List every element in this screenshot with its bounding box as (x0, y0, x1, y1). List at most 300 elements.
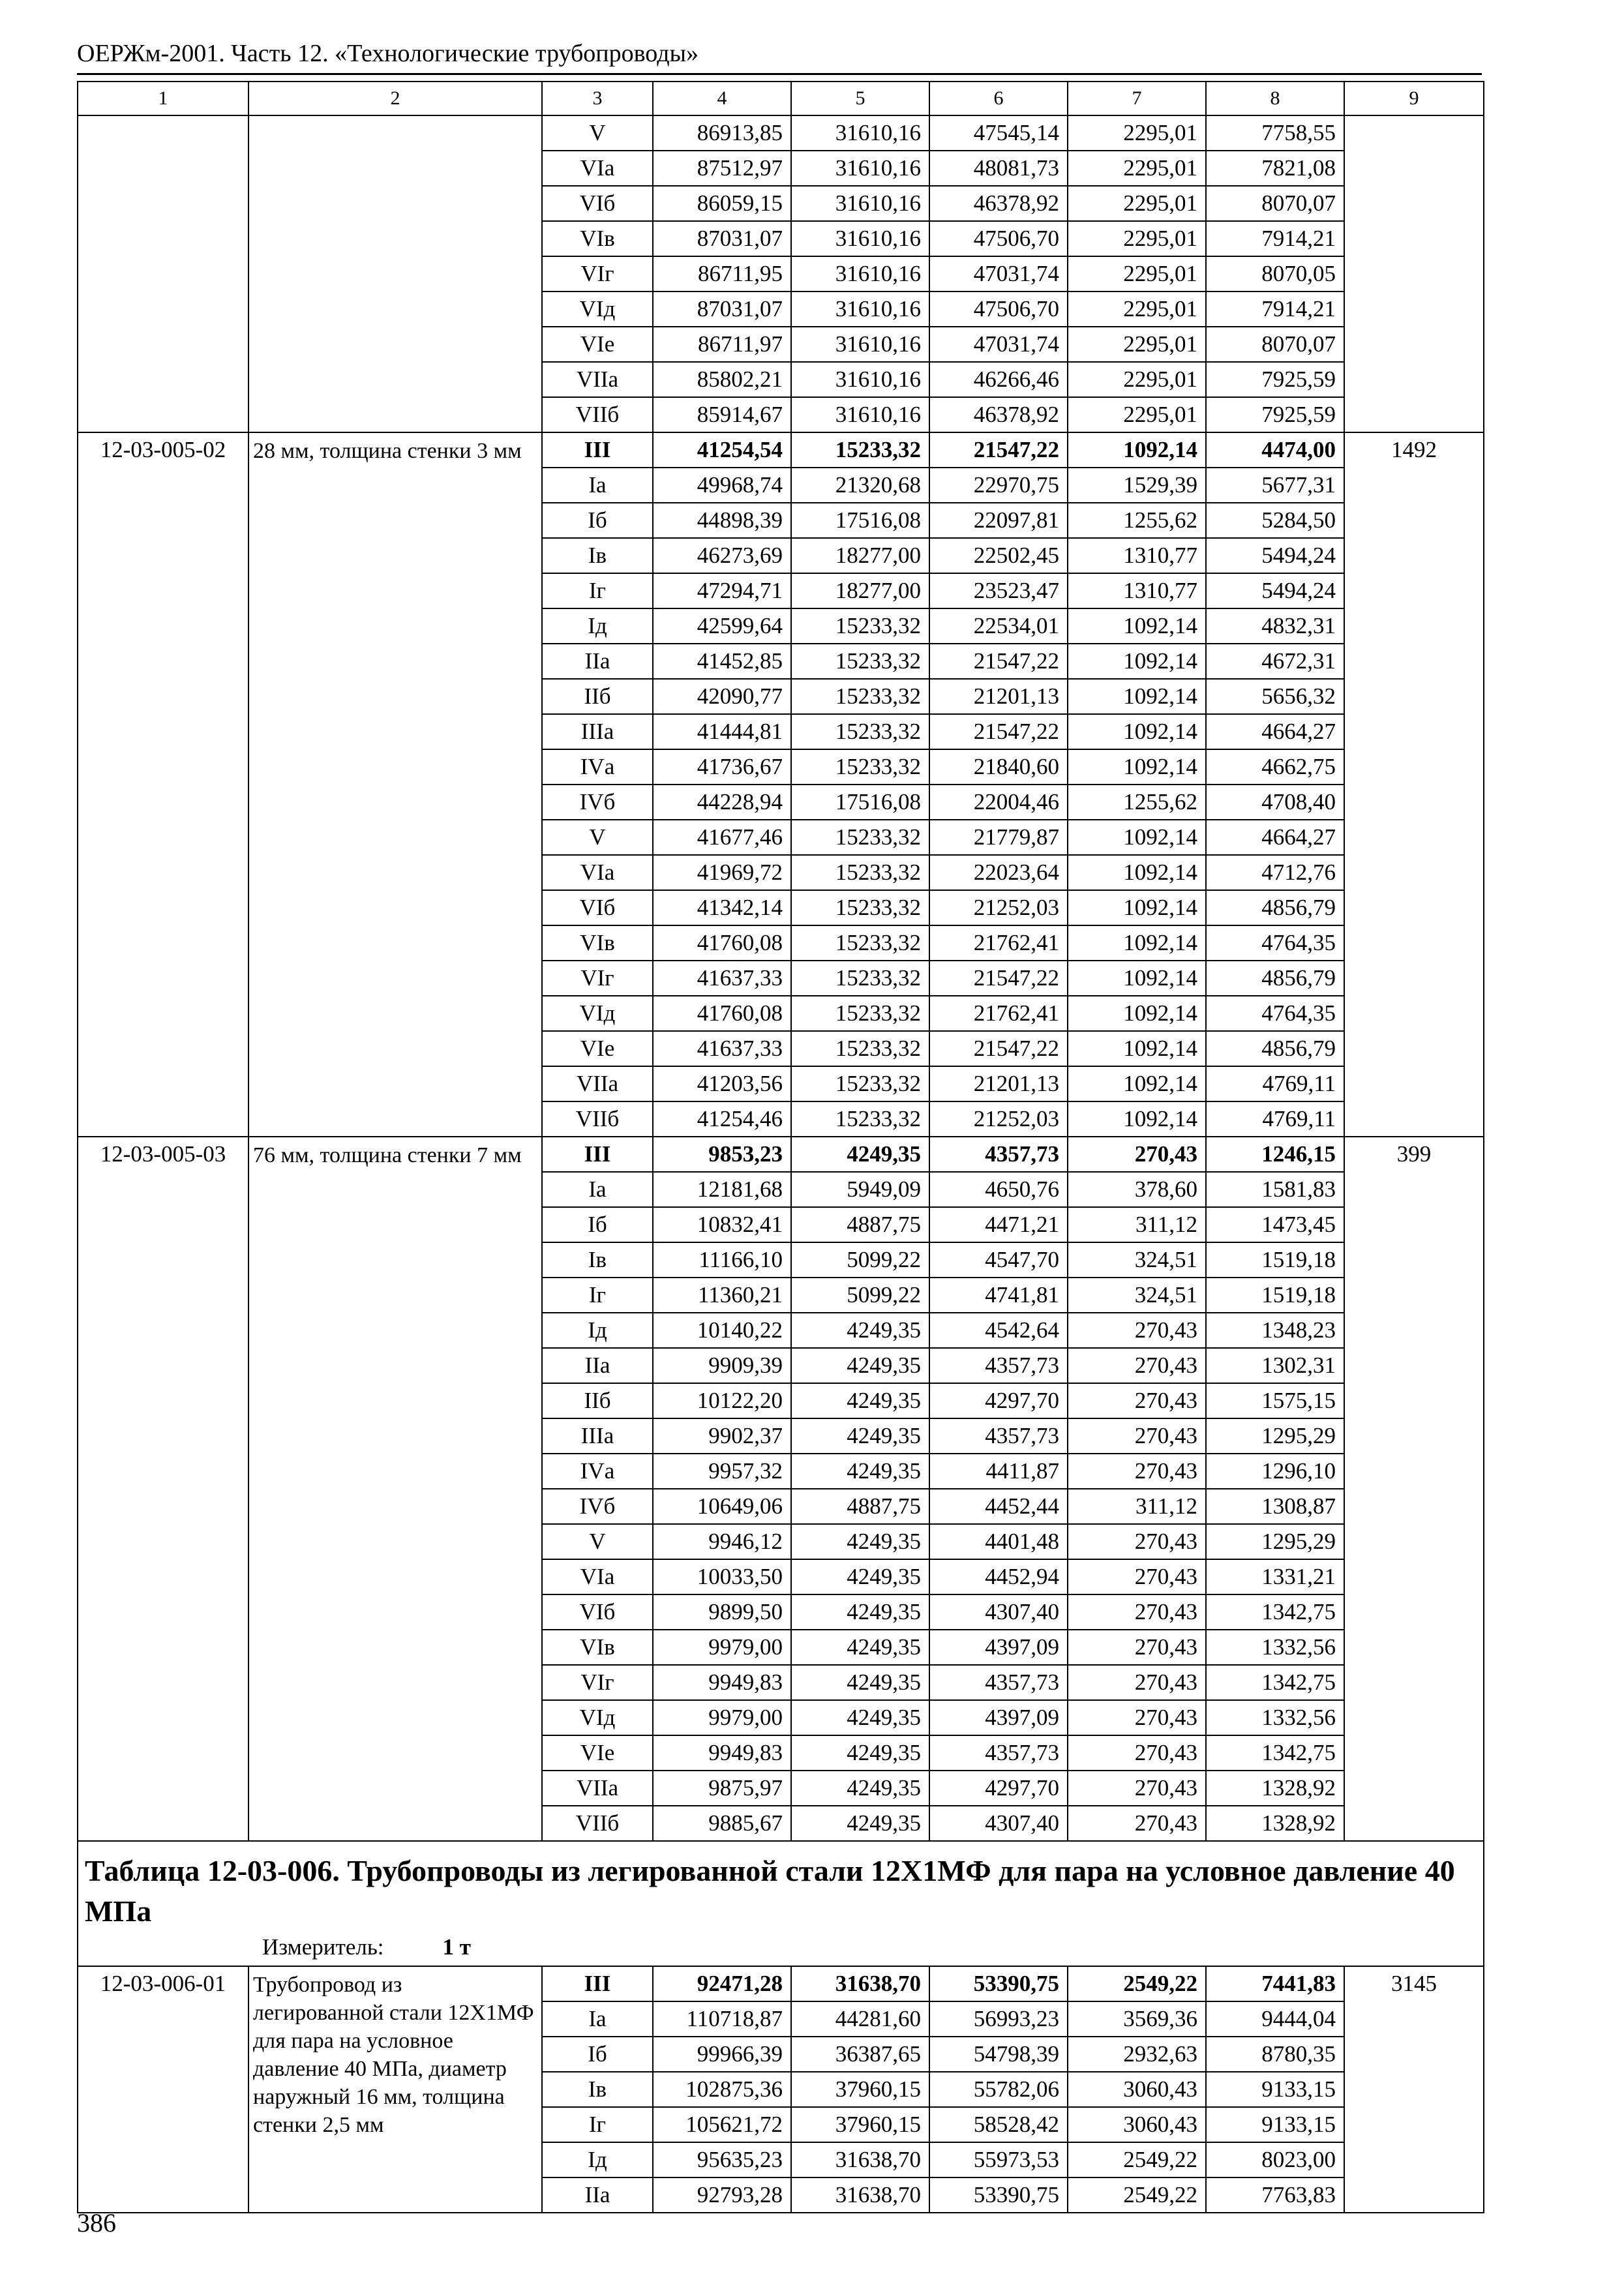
price-value: 9133,15 (1206, 2107, 1344, 2142)
price-value: 4357,73 (929, 1137, 1068, 1172)
price-value: 47294,71 (653, 573, 791, 608)
price-value: 4832,31 (1206, 608, 1344, 644)
region-category: VIв (542, 925, 653, 961)
price-value: 92793,28 (653, 2177, 791, 2213)
price-value: 1092,14 (1068, 644, 1206, 679)
price-value: 270,43 (1068, 1559, 1206, 1594)
region-category: V (542, 1524, 653, 1559)
price-value: 270,43 (1068, 1630, 1206, 1665)
price-value: 105621,72 (653, 2107, 791, 2142)
price-value: 1092,14 (1068, 432, 1206, 468)
price-value: 4547,70 (929, 1242, 1068, 1278)
price-value: 37960,15 (791, 2107, 929, 2142)
table-row (78, 432, 1484, 468)
column-9-value: 399 (1344, 1137, 1484, 1841)
price-value: 4471,21 (929, 1207, 1068, 1242)
price-value: 270,43 (1068, 1806, 1206, 1841)
price-value: 21547,22 (929, 644, 1068, 679)
price-value: 1092,14 (1068, 749, 1206, 785)
measure-label: Измеритель: (262, 1934, 384, 1960)
region-category: Iг (542, 1278, 653, 1313)
price-value: 1092,14 (1068, 961, 1206, 996)
price-value: 2549,22 (1068, 1966, 1206, 2001)
item-code: 12-03-005-03 (78, 1137, 248, 1841)
price-value: 22502,45 (929, 538, 1068, 573)
price-value: 1092,14 (1068, 996, 1206, 1031)
region-category: IIа (542, 2177, 653, 2213)
price-value: 41254,54 (653, 432, 791, 468)
price-value: 4672,31 (1206, 644, 1344, 679)
price-value: 1331,21 (1206, 1559, 1344, 1594)
region-category: VIб (542, 1594, 653, 1630)
price-value: 46378,92 (929, 397, 1068, 432)
column-number-row (78, 82, 1484, 115)
region-category: IIб (542, 1383, 653, 1418)
region-category: VIб (542, 890, 653, 925)
price-value: 9949,83 (653, 1735, 791, 1771)
column-9-value: 1492 (1344, 432, 1484, 1137)
price-value: 86913,85 (653, 115, 791, 151)
price-value: 21201,13 (929, 1066, 1068, 1101)
price-value: 18277,00 (791, 573, 929, 608)
price-value: 46273,69 (653, 538, 791, 573)
price-value: 4307,40 (929, 1594, 1068, 1630)
price-value: 1296,10 (1206, 1454, 1344, 1489)
price-value: 15233,32 (791, 749, 929, 785)
price-value: 5099,22 (791, 1242, 929, 1278)
price-value: 1348,23 (1206, 1313, 1344, 1348)
price-value: 8070,07 (1206, 186, 1344, 221)
price-value: 2295,01 (1068, 362, 1206, 397)
price-value: 5949,09 (791, 1172, 929, 1207)
region-category: Iа (542, 468, 653, 503)
region-category: VIг (542, 961, 653, 996)
price-value: 1342,75 (1206, 1594, 1344, 1630)
measure-unit: 1 т (442, 1934, 471, 1960)
price-value: 4856,79 (1206, 890, 1344, 925)
price-value: 15233,32 (791, 432, 929, 468)
price-value: 31610,16 (791, 292, 929, 327)
price-value: 9957,32 (653, 1454, 791, 1489)
price-value: 1529,39 (1068, 468, 1206, 503)
price-value: 44228,94 (653, 785, 791, 820)
price-value: 324,51 (1068, 1278, 1206, 1313)
price-value: 4297,70 (929, 1383, 1068, 1418)
table-row (78, 1137, 1484, 1172)
price-value: 53390,75 (929, 2177, 1068, 2213)
price-value: 47031,74 (929, 256, 1068, 292)
price-value: 1519,18 (1206, 1278, 1344, 1313)
column-number: 5 (791, 82, 929, 115)
item-description: 76 мм, толщина стенки 7 мм (248, 1137, 542, 1841)
price-value: 18277,00 (791, 538, 929, 573)
region-category: VIIа (542, 1771, 653, 1806)
price-value: 4249,35 (791, 1524, 929, 1559)
section-cell (78, 1841, 1484, 1966)
price-value: 4887,75 (791, 1207, 929, 1242)
price-value: 10033,50 (653, 1559, 791, 1594)
price-value: 4397,09 (929, 1630, 1068, 1665)
column-number: 1 (78, 82, 248, 115)
region-category: Iг (542, 573, 653, 608)
price-value: 1092,14 (1068, 1031, 1206, 1066)
price-value: 95635,23 (653, 2142, 791, 2177)
price-value: 21762,41 (929, 925, 1068, 961)
price-value: 85802,21 (653, 362, 791, 397)
price-value: 4764,35 (1206, 996, 1344, 1031)
region-category: VIд (542, 1700, 653, 1735)
region-category: IIб (542, 679, 653, 714)
price-value: 87512,97 (653, 151, 791, 186)
region-category: VIе (542, 1735, 653, 1771)
price-value: 15233,32 (791, 1031, 929, 1066)
price-value: 4307,40 (929, 1806, 1068, 1841)
price-value: 48081,73 (929, 151, 1068, 186)
price-value: 23523,47 (929, 573, 1068, 608)
price-value: 270,43 (1068, 1383, 1206, 1418)
price-value: 2295,01 (1068, 327, 1206, 362)
price-value: 9899,50 (653, 1594, 791, 1630)
price-value: 41342,14 (653, 890, 791, 925)
price-value: 4474,00 (1206, 432, 1344, 468)
region-category: IVа (542, 749, 653, 785)
price-value: 4856,79 (1206, 961, 1344, 996)
price-value: 49968,74 (653, 468, 791, 503)
price-value: 15233,32 (791, 714, 929, 749)
price-value: 86059,15 (653, 186, 791, 221)
price-value: 9444,04 (1206, 2001, 1344, 2037)
price-value: 7914,21 (1206, 292, 1344, 327)
price-value: 53390,75 (929, 1966, 1068, 2001)
price-value: 1092,14 (1068, 1101, 1206, 1137)
region-category: III (542, 1966, 653, 2001)
price-table (77, 81, 1484, 2213)
section-title: Таблица 12-03-006. Трубопроводы из легированной стали 12Х1МФ для пара на условное давление 40 МПа (85, 1854, 1455, 1928)
price-value: 270,43 (1068, 1524, 1206, 1559)
price-value: 7925,59 (1206, 362, 1344, 397)
price-value: 15233,32 (791, 1066, 929, 1101)
price-value: 41760,08 (653, 925, 791, 961)
price-value: 42599,64 (653, 608, 791, 644)
price-value: 3060,43 (1068, 2107, 1206, 2142)
price-value: 87031,07 (653, 221, 791, 256)
price-value: 10122,20 (653, 1383, 791, 1418)
price-table-container (77, 81, 1483, 2213)
price-value: 15233,32 (791, 925, 929, 961)
price-value: 15233,32 (791, 890, 929, 925)
item-code (78, 115, 248, 432)
price-value: 8780,35 (1206, 2037, 1344, 2072)
price-value: 4769,11 (1206, 1101, 1344, 1137)
price-value: 4411,87 (929, 1454, 1068, 1489)
price-value: 270,43 (1068, 1594, 1206, 1630)
price-value: 31610,16 (791, 221, 929, 256)
price-value: 31610,16 (791, 186, 929, 221)
price-value: 4769,11 (1206, 1066, 1344, 1101)
column-number: 8 (1206, 82, 1344, 115)
region-category: V (542, 820, 653, 855)
price-value: 1295,29 (1206, 1524, 1344, 1559)
price-value: 270,43 (1068, 1700, 1206, 1735)
price-value: 41969,72 (653, 855, 791, 890)
price-value: 1302,31 (1206, 1348, 1344, 1383)
header-rule (77, 73, 1482, 75)
price-value: 22004,46 (929, 785, 1068, 820)
price-value: 31610,16 (791, 115, 929, 151)
region-category: VIе (542, 327, 653, 362)
price-value: 21547,22 (929, 432, 1068, 468)
price-value: 9949,83 (653, 1665, 791, 1700)
column-number: 3 (542, 82, 653, 115)
price-value: 31638,70 (791, 2142, 929, 2177)
column-number: 2 (248, 82, 542, 115)
region-category: VIа (542, 855, 653, 890)
price-value: 42090,77 (653, 679, 791, 714)
region-category: VIIа (542, 362, 653, 397)
region-category: Iв (542, 2072, 653, 2107)
price-value: 21547,22 (929, 961, 1068, 996)
region-category: Iд (542, 1313, 653, 1348)
price-value: 1092,14 (1068, 855, 1206, 890)
region-category: III (542, 1137, 653, 1172)
price-value: 4249,35 (791, 1806, 929, 1841)
price-value: 8070,05 (1206, 256, 1344, 292)
price-value: 378,60 (1068, 1172, 1206, 1207)
price-value: 1575,15 (1206, 1383, 1344, 1418)
region-category: V (542, 115, 653, 151)
price-value: 4249,35 (791, 1700, 929, 1735)
price-value: 9979,00 (653, 1630, 791, 1665)
price-value: 7914,21 (1206, 221, 1344, 256)
price-value: 31610,16 (791, 362, 929, 397)
price-value: 1310,77 (1068, 538, 1206, 573)
price-value: 4357,73 (929, 1418, 1068, 1454)
price-value: 4650,76 (929, 1172, 1068, 1207)
price-value: 5099,22 (791, 1278, 929, 1313)
price-value: 9853,23 (653, 1137, 791, 1172)
region-category: III (542, 432, 653, 468)
price-value: 4357,73 (929, 1348, 1068, 1383)
price-value: 2295,01 (1068, 221, 1206, 256)
price-value: 55782,06 (929, 2072, 1068, 2107)
price-value: 8023,00 (1206, 2142, 1344, 2177)
price-value: 9946,12 (653, 1524, 791, 1559)
price-value: 1295,29 (1206, 1418, 1344, 1454)
region-category: Iд (542, 2142, 653, 2177)
price-value: 3060,43 (1068, 2072, 1206, 2107)
price-value: 4249,35 (791, 1594, 929, 1630)
price-value: 9909,39 (653, 1348, 791, 1383)
price-value: 1328,92 (1206, 1806, 1344, 1841)
price-value: 4708,40 (1206, 785, 1344, 820)
price-value: 1246,15 (1206, 1137, 1344, 1172)
price-value: 270,43 (1068, 1454, 1206, 1489)
price-value: 21252,03 (929, 890, 1068, 925)
price-value: 41203,56 (653, 1066, 791, 1101)
price-value: 324,51 (1068, 1242, 1206, 1278)
price-value: 2549,22 (1068, 2142, 1206, 2177)
price-value: 2295,01 (1068, 151, 1206, 186)
price-value: 9133,15 (1206, 2072, 1344, 2107)
region-category: Iв (542, 538, 653, 573)
price-value: 31610,16 (791, 151, 929, 186)
price-value: 4357,73 (929, 1735, 1068, 1771)
region-category: VIа (542, 1559, 653, 1594)
price-value: 4249,35 (791, 1771, 929, 1806)
price-value: 46378,92 (929, 186, 1068, 221)
price-value: 270,43 (1068, 1313, 1206, 1348)
price-value: 5494,24 (1206, 538, 1344, 573)
price-value: 21547,22 (929, 714, 1068, 749)
price-value: 21779,87 (929, 820, 1068, 855)
price-value: 1092,14 (1068, 714, 1206, 749)
region-category: Iа (542, 2001, 653, 2037)
price-value: 47506,70 (929, 221, 1068, 256)
price-value: 1519,18 (1206, 1242, 1344, 1278)
price-value: 22023,64 (929, 855, 1068, 890)
price-value: 2295,01 (1068, 115, 1206, 151)
price-value: 44281,60 (791, 2001, 929, 2037)
price-value: 9885,67 (653, 1806, 791, 1841)
item-description: Трубопровод из легированной стали 12Х1МФ для пара на условное давление 40 МПа, диаметр наружный 16 мм, толщина стенки 2,5 мм (248, 1966, 542, 2213)
price-value: 41444,81 (653, 714, 791, 749)
price-value: 1342,75 (1206, 1665, 1344, 1700)
price-value: 270,43 (1068, 1418, 1206, 1454)
price-value: 5494,24 (1206, 573, 1344, 608)
price-value: 4887,75 (791, 1489, 929, 1524)
price-value: 2295,01 (1068, 397, 1206, 432)
price-value: 4712,76 (1206, 855, 1344, 890)
region-category: Iв (542, 1242, 653, 1278)
price-value: 99966,39 (653, 2037, 791, 2072)
price-value: 4249,35 (791, 1383, 929, 1418)
price-value: 11360,21 (653, 1278, 791, 1313)
region-category: IIIа (542, 1418, 653, 1454)
region-category: IIа (542, 644, 653, 679)
region-category: VIг (542, 1665, 653, 1700)
price-value: 270,43 (1068, 1665, 1206, 1700)
price-value: 15233,32 (791, 644, 929, 679)
price-value: 22534,01 (929, 608, 1068, 644)
price-value: 44898,39 (653, 503, 791, 538)
column-9-value (1344, 115, 1484, 432)
price-value: 4452,94 (929, 1559, 1068, 1594)
price-value: 41637,33 (653, 961, 791, 996)
price-value: 54798,39 (929, 2037, 1068, 2072)
price-value: 4249,35 (791, 1454, 929, 1489)
price-value: 2932,63 (1068, 2037, 1206, 2072)
item-code: 12-03-005-02 (78, 432, 248, 1137)
price-value: 8070,07 (1206, 327, 1344, 362)
price-value: 3569,36 (1068, 2001, 1206, 2037)
price-value: 9902,37 (653, 1418, 791, 1454)
region-category: VIд (542, 996, 653, 1031)
price-value: 1328,92 (1206, 1771, 1344, 1806)
region-category: VIв (542, 1630, 653, 1665)
price-value: 4542,64 (929, 1313, 1068, 1348)
price-value: 9875,97 (653, 1771, 791, 1806)
region-category: VIIа (542, 1066, 653, 1101)
price-value: 15233,32 (791, 855, 929, 890)
price-value: 47031,74 (929, 327, 1068, 362)
section-row (78, 1841, 1484, 1966)
price-value: 47545,14 (929, 115, 1068, 151)
region-category: IIIа (542, 714, 653, 749)
price-value: 4249,35 (791, 1735, 929, 1771)
price-value: 7758,55 (1206, 115, 1344, 151)
price-value: 21840,60 (929, 749, 1068, 785)
measure-line (85, 1932, 1477, 1966)
region-category: VIе (542, 1031, 653, 1066)
price-value: 15233,32 (791, 961, 929, 996)
price-value: 31638,70 (791, 1966, 929, 2001)
region-category: Iд (542, 608, 653, 644)
region-category: IVб (542, 785, 653, 820)
price-value: 4249,35 (791, 1559, 929, 1594)
price-value: 10649,06 (653, 1489, 791, 1524)
price-value: 21252,03 (929, 1101, 1068, 1137)
column-number: 9 (1344, 82, 1484, 115)
item-code: 12-03-006-01 (78, 1966, 248, 2213)
price-value: 31610,16 (791, 256, 929, 292)
price-value: 4856,79 (1206, 1031, 1344, 1066)
price-value: 12181,68 (653, 1172, 791, 1207)
price-value: 86711,97 (653, 327, 791, 362)
price-value: 2295,01 (1068, 256, 1206, 292)
price-value: 56993,23 (929, 2001, 1068, 2037)
price-value: 1255,62 (1068, 503, 1206, 538)
price-value: 15233,32 (791, 608, 929, 644)
price-value: 58528,42 (929, 2107, 1068, 2142)
table-row (78, 1966, 1484, 2001)
price-value: 10140,22 (653, 1313, 791, 1348)
region-category: Iб (542, 1207, 653, 1242)
price-value: 21762,41 (929, 996, 1068, 1031)
price-value: 270,43 (1068, 1735, 1206, 1771)
price-value: 92471,28 (653, 1966, 791, 2001)
price-value: 2549,22 (1068, 2177, 1206, 2213)
region-category: IIа (542, 1348, 653, 1383)
price-value: 1092,14 (1068, 1066, 1206, 1101)
price-value: 270,43 (1068, 1348, 1206, 1383)
price-value: 2295,01 (1068, 186, 1206, 221)
region-category: Iа (542, 1172, 653, 1207)
item-description: 28 мм, толщина стенки 3 мм (248, 432, 542, 1137)
price-value: 47506,70 (929, 292, 1068, 327)
price-value: 4397,09 (929, 1700, 1068, 1735)
price-value: 1092,14 (1068, 925, 1206, 961)
price-value: 1473,45 (1206, 1207, 1344, 1242)
price-value: 15233,32 (791, 996, 929, 1031)
price-value: 15233,32 (791, 820, 929, 855)
price-value: 17516,08 (791, 785, 929, 820)
price-value: 1332,56 (1206, 1700, 1344, 1735)
price-value: 5656,32 (1206, 679, 1344, 714)
price-value: 5677,31 (1206, 468, 1344, 503)
price-value: 21547,22 (929, 1031, 1068, 1066)
column-9-value: 3145 (1344, 1966, 1484, 2213)
region-category: VIб (542, 186, 653, 221)
price-value: 41736,67 (653, 749, 791, 785)
price-value: 4764,35 (1206, 925, 1344, 961)
price-value: 270,43 (1068, 1771, 1206, 1806)
price-value: 10832,41 (653, 1207, 791, 1242)
price-value: 41677,46 (653, 820, 791, 855)
price-value: 22097,81 (929, 503, 1068, 538)
region-category: VIа (542, 151, 653, 186)
price-value: 102875,36 (653, 2072, 791, 2107)
region-category: Iб (542, 503, 653, 538)
